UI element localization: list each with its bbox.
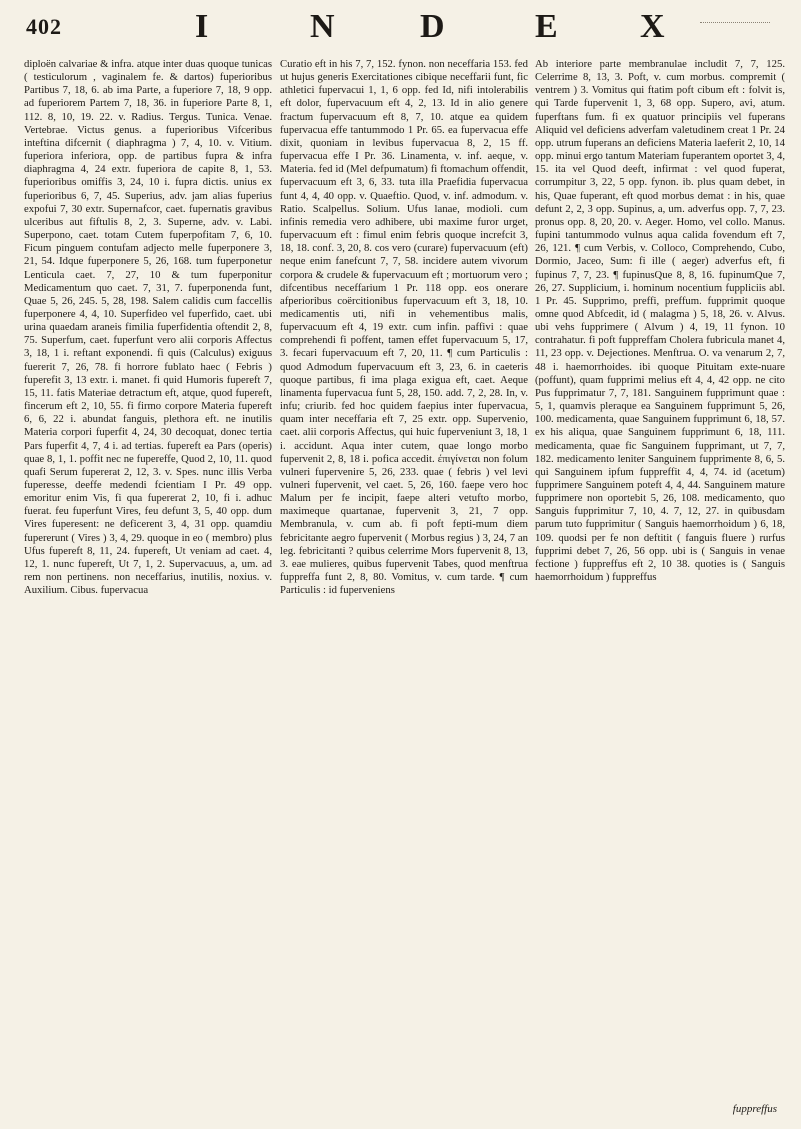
running-title-letter: I: [195, 8, 209, 45]
library-stamp-mark: [700, 22, 770, 24]
running-title-letter: E: [535, 8, 558, 45]
index-column-right: [535, 58, 785, 1118]
catchword: fuppreffus: [732, 1103, 777, 1115]
index-column-text: diploën calvariae & infra. atque inter duas quoque tunicas ( testiculorum , vaginalem fe. & dartos) fuperioribus Partibus 7, 18, 6. ab ima Parte, a fuperiore 7, 18, 9 opp. ad fuperiorem Partem 7, 18, 36. in fuperiore Parte 8, 1, 112. 8, 10, 19. 22. v. Radius. Tergus. Tunica. Venae. Vertebrae. Victus genus. a fuperioribus Vifceribus inteftina difcernit ( diaphragma ) 7, 4, 10. v. Vitium. fuperiora inferiora, opp. de partibus fupra & infra diaphragma 4, 24 extr. fuperiora de capite 8, 1, 53. fuperioribus omiffis 3, 24, 10 i. fupra dictis. unius ex fuperioribus 6, 7, 45. Superius, adv. jam alias fuperius expofui 7, 30 extr. Supernafcor, caet. fupernatis gravibus ulceribus aut fiftulis 8, 2, 3. Superne, adv. v. Labi. Superpono, caet. totam Cutem fuperpofitam 7, 6, 10. Ficum pinguem contufam adjecto melle fuperponere 3, 21, 54. Idque fuperponere 5, 26, 168. tum fuperponetur Lenticula caet. 7, 27, 10 & tum fuperponitur Medicamentum quo caet. 7, 31, 7. fuperponenda funt, Quae 5, 26, 245. 5, 28, 198. Salem calidis cum faccellis fuperponere 4, 4, 10. Superfideo vel fuperfido, caet. ubi urina quaedam araneis fimilia fuperfidentia oftendit 2, 8, 75. Superfum, caet. fuperfunt vero alii corporis Affectus 3, 18, 1 i. reftant exponendi. fi quis (Calculus) exiguus fuererit 7, 26, 78. fi horrore fublato haec ( Febris ) fuperefit 3, 13 extr. i. manet. fi quid Humoris fupereft 7, 15, 11. fatis Materiae detractum eft, atque, quod fupereft, fincerum eft 2, 10, 55. fi firmo corpore Materia fupereft 6, 6, 22 i. abundat fanguis, plethora eft. ne inutilis Materia corpori fuperfit 4, 24, 30 decoquat, donec tertia Pars fuperfit 4, 7, 4 i. ad tertias. fupereft ea Pars (operis) quae 8, 1, 1. poffit nec ne fupereffe, Quod 2, 10, 11. quod quafi Serum fupererat 2, 12, 3. v. Spes. nunc illis Verba fuperesse, deeffe medendi fcientiam I Pr. 49 opp. emoritur enim Vis, fi qua fupererat 2, 10, fi i. adhuc fuerat. feu fuperfunt Vires, feu defunt 3, 5, 40 opp. dum Vires fuperesent: ne deficerent 3, 4, 31 opp. quamdiu fupererunt ( Vires ) 3, 4, 29. quoque in eo ( membro) plus Ufus fupereft 8, 11, 24. fupereft, Ut veniam ad caet. 4, 12, 1. nunc fupereft, Ut 7, 1, 2. Supervacuus, a, um. ad rem non pertinens. non neceffarius, inutilis, noxius. v. Auxilium. Cibus. fupervacua: [24, 58, 272, 597]
index-column-middle: [280, 58, 528, 1118]
index-column-text: Curatio eft in his 7, 7, 152. fynon. non neceffaria 153. fed ut hujus generis Exercitationes cibique neceffarii funt, fic athletici fupervacui 1, 1, 6 opp. fed Id, nifi intolerabilis eft dolor, fupervacuum eft 4, 2, 13. Id in alio genere fractum fupervacuum eft 8, 7, 10. atque ea quidem fupervacua effe tantummodo 1 Pr. 65. ea fupervacua effe dixit, quoniam in levibus fupervacua 8, 2, 15 ff. fupervacua effe I Pr. 36. Linamenta, v. inf. aeque, v. Materia. fed id (Mel defpumatum) fi ftomachum offendit, fupervacuum eft 3, 6, 33. tuta illa Praefidia fupervacua funt 4, 4, 40 opp. v. Quaeftio. Quod, v. inf. admodum. v. Ratio. Scalpellus. Solium. Ufus lanae, modioli. cum infinis remedia vero adhibere, ubi maxime furor urget, fupervacuum eft : fimul enim febris quoque increfcit 3, 18, 18. conf. 3, 20, 8. cos vero (curare) fupervacuum (eft) neque enim fanefcunt 7, 7, 58. incidere autem vivorum corpora & crudele & fupervacuum eft ; mortuorum vero ; difcentibus neceffarium 1 Pr. 118 opp. eos onerare afperioribus coërcitionibus fupervacuum eft 3, 18, 10. medicamentis uti, nifi in vehementibus malis, fupervacuum eft 4, 19 extr. cum infin. paffivi : quae comprehendi fi poffent, tamen effet fupervacuum 5, 17, 3. fecari fupervacuum eft 7, 20, 11. ¶ cum Particulis : quod Admodum fupervacuum eft 3, 23, 6. in caeteris quoque partibus, fi ima plaga exigua eft, caet. Aeque linamenta fupervacua funt 5, 28, 150. add. 7, 2, 28. In, v. infu; criurib. fed hoc quidem faepius inter fupervacua, quam inter neceffaria eft 7, 25 extr. opp. Supervenio, caet. alii corporis Affectus, qui huic fuperveniunt 3, 18, 1 i. accidunt. Aqua inter cutem, quae longo morbo fupervenit 2, 8, 18 i. pofica accedit. έπιγίνεται non folum vulneri fupervenire 5, 26, 233. quae ( febris ) vel levi vulneri fupervenit, vel caet. 5, 26, 160. faepe vero hoc Malum per fe incipit, faepe alteri vetufto morbo, maximeque quartanae, fupervenit 3, 21, 7 opp. Membranula, v. cum ab. fi poft fepti-mum diem febricitante aegro fupervenit ( Morbus regius ) 3, 24, 7 an leg. febricitanti ? quibus celerrime Mors fupervenit 8, 13, 3. eae mulieres, quibus fupervenit Tabes, quod menftrua fuppreffa funt 2, 8, 80. Vomitus, v. cum tarde. ¶ cum Particulis : id fuperveniens: [280, 58, 528, 597]
page-number: 402: [26, 14, 62, 39]
index-column-text: Ab interiore parte membranulae includit 7, 7, 125. Celerrime 8, 13, 3. Poft, v. cum morbus. compremit ( ventrem ) 3. Vomitus qui ftatim poft cibum eft : folvit is, qui Tarde fupervenit 1, 3, 68 opp. Supero, avi, atum. fuperftans fum. fi ex quatuor principiis vel fuperans Aliquid vel deficiens adverfam valetudinem creat 1 Pr. 24 opp. utrum fuperans an deficiens Materia laeferit 2, 10, 14 opp. minui ergo tantum Materiam fuperantem oportet 3, 4, 15. ita vel Quod deeft, infirmat : vel quod fuperat, corrumpitur 3, 22, 5 opp. fynon. ib. plus quam debet, in his, Quae fuperant, eft quod morbus demat : in his, quae defunt 2, 2, 3 opp. Supinus, a, um. adverfus opp. 7, 7, 23. pronus opp. 8, 20, 20. v. Aeger. Homo, vel collo. Manus. fupini tantummodo vulnus aqua calida fovendum eft 7, 26, 121. ¶ cum Verbis, v. Colloco, Comprehendo, Cubo, Dormio, Jaceo, Sum: fi ille ( aeger) adverfus eft, fi fupinus 7, 7, 23. ¶ fupinusQue 8, 8, 16. fupinumQue 7, 26, 27. Supplicium, i. hominum nocentium fuppliciis abl. 1 Pr. 45. Supprimo, preffi, preffum. fupprimit quoque omne quod Abfcedit, id ( malagma ) 5, 18, 26. v. Alvus. ubi vehs fupprimere ( Alvum ) 4, 19, 11 fynon. 10 contrahatur. fi poft fuppreffam Cholera fubricula manet 4, 11, 23 opp. v. Dejectiones. Menftrua. O. va venarum 2, 7, 48 i. haemorrhoides. ibi quoque Pituitam exte-nuare (poffunt), quam fupprimi melius eft 4, 4, 42 opp. ne cito Pus fupprimatur 7, 7, 181. Sanguinem fupprimunt quae : 5, 1, quamvis pleraque ea Sanguinem fupprimunt 5, 26, 100. medicamenta, quae Sanguinem fupprimunt 6, 18, 57. ex his aliqua, quae Sanguinem fupprimunt 6, 18, 111. medicamenta, quae fic Sanguinem fupprimant, ut 7, 7, 182. medicamento leniter Sanguinem fupprimente 8, 6, 5. qui Sanguinem ipfum fuppreffit 4, 4, 74. id (acetum) fupprimere Sanguinem poteft 4, 4, 44. Sanguinem mature fupprimere non oportebit 5, 26, 108. medicamento, quo Sanguis fupprimitur 7, 10, 4. 7, 12, 27. in quibusdam parum tuto fupprimitur ( Sanguis haemorrhoidum ) 6, 18, 109. quodsi per fe non deftitit ( fanguis fluere ) rurfus fupprimi debet 7, 26, 56 opp. ubi is ( Sanguis in venae fectione ) fuppreffus eft 2, 10 38. quoties is ( Sanguis haemorrhoidum ) fuppreffus: [535, 58, 785, 584]
running-title-letter: N: [310, 8, 335, 45]
running-title-letter: X: [640, 8, 665, 45]
index-column-left: [24, 58, 272, 1118]
page-header: [0, 8, 801, 56]
running-title-letter: D: [420, 8, 445, 45]
